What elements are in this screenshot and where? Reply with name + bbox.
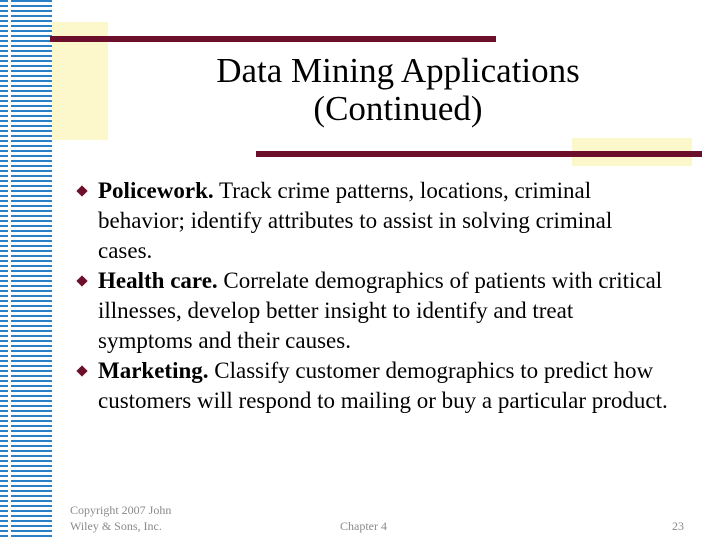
- bullet-term: Policework.: [98, 178, 214, 203]
- footer-page-number: 23: [672, 519, 684, 533]
- bullet-item-marketing: [78, 356, 668, 416]
- bullet-term: Marketing.: [98, 358, 209, 383]
- diamond-bullet-icon: [76, 185, 87, 196]
- footer-copyright-line-1: Copyright 2007 John: [70, 503, 172, 517]
- bullet-item-health-care: [78, 266, 668, 356]
- slide-title-line-2: (Continued): [313, 89, 483, 128]
- bullet-list: [78, 176, 668, 416]
- title-rule-bottom: [256, 151, 702, 157]
- footer-chapter: Chapter 4: [340, 519, 387, 533]
- bullet-text: Correlate demographics of patients with critical illnesses, develop better insight to identify and treat symptoms and their causes.: [98, 268, 663, 353]
- slide-title: [140, 52, 656, 128]
- diamond-bullet-icon: [76, 275, 87, 286]
- bullet-text: Track crime patterns, locations, criminal behavior; identify attributes to assist in solving criminal cases.: [98, 178, 613, 263]
- footer-copyright: [70, 502, 171, 534]
- diamond-bullet-icon: [76, 365, 87, 376]
- bullet-item-policework: [78, 176, 668, 266]
- footer-copyright-line-2: Wiley & Sons, Inc.: [70, 519, 162, 533]
- bullet-term: Health care.: [98, 268, 218, 293]
- title-rule-top: [50, 36, 496, 42]
- decorative-stripe-bar: [0, 0, 52, 540]
- bullet-text: Classify customer demographics to predict how customers will respond to mailing or buy a particular product.: [98, 358, 668, 413]
- slide-title-line-1: Data Mining Applications: [216, 51, 580, 90]
